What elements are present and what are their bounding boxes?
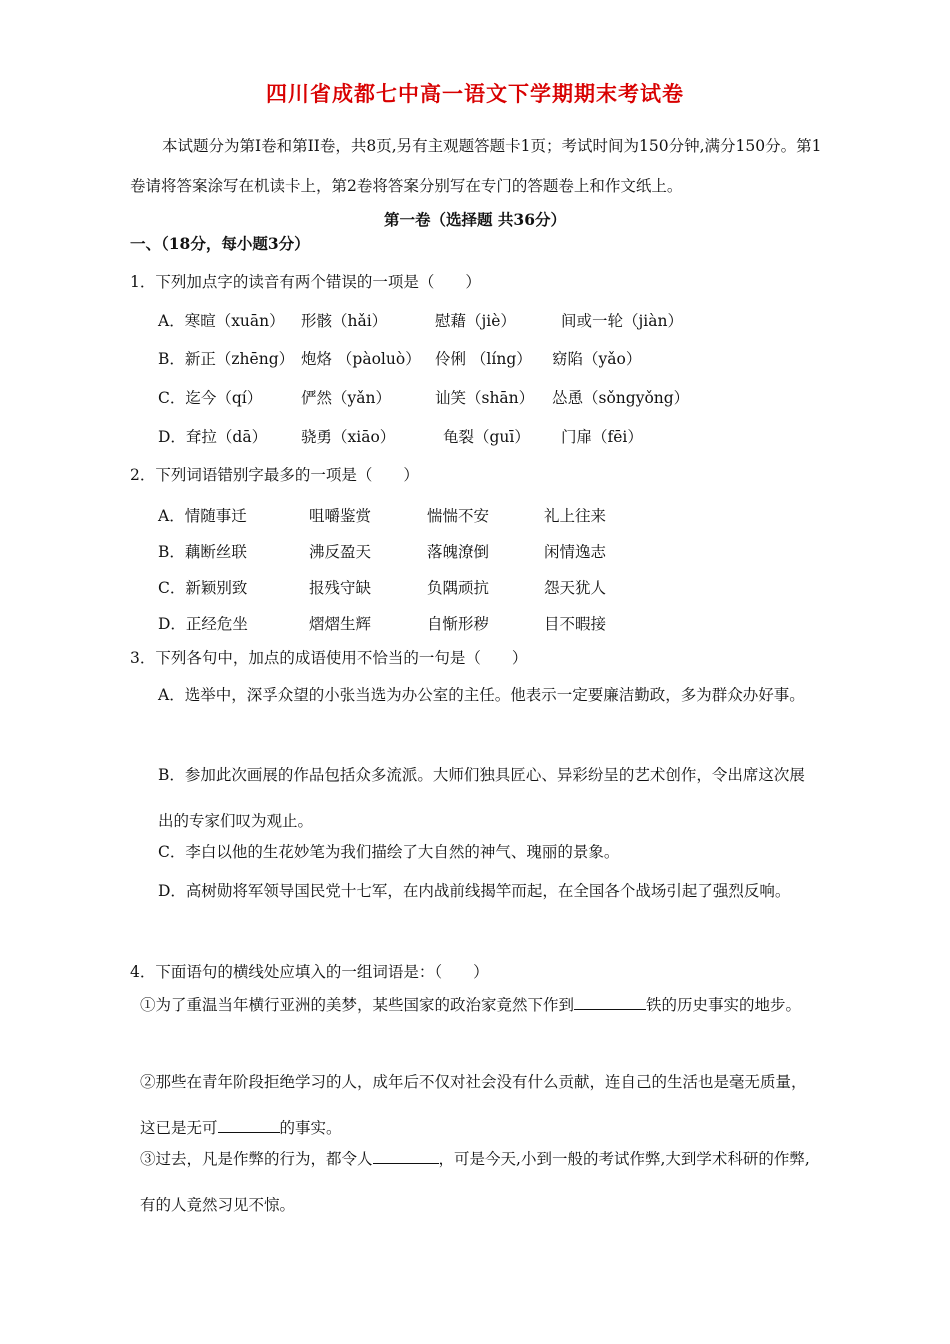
q4-sentence-2-text: ②那些在青年阶段拒绝学习的人，成年后不仅对社会没有什么贡献，连自己的生活也是毫无质量，这已是无可 [140, 1073, 807, 1137]
q3-option-a: A．选举中，深孚众望的小张当选为办公室的主任。他表示一定要廉洁勤政，多为群众办好事。 [158, 686, 805, 704]
q2-option: C．新颖别致 [158, 579, 248, 597]
q2-option: 闲情逸志 [544, 543, 607, 561]
q1-option: 窈陷（yǎo） [552, 350, 642, 368]
answer-blank[interactable] [574, 993, 646, 1010]
q2-option: 沸反盈天 [309, 543, 372, 561]
q1-option: 讪笑（shān） [435, 389, 535, 407]
q4-sentence-2-text: 的事实。 [279, 1119, 342, 1137]
exam-title: 四川省成都七中高一语文下学期期末考试卷 [266, 81, 684, 106]
q1-option: 慰藉（jiè） [435, 312, 516, 330]
q3-stem: 3．下列各句中，加点的成语使用不恰当的一句是（ ） [130, 649, 528, 667]
q1-option: 形骸（hǎi） [301, 312, 388, 330]
q2-option: 报残守缺 [309, 579, 372, 597]
exam-intro: 本试题分为第I卷和第II卷，共8页,另有主观题答题卡1页；考试时间为150分钟,满分150分。第1卷请将答案涂写在机读卡上，第2卷将答案分别写在专门的答题卷上和作文纸上。 [130, 137, 822, 195]
q4-sentence-3-text: ，可是今天,小到一般的考试作弊,大到学术科研的作弊,有的人竟然习见不惊。 [140, 1150, 810, 1214]
q2-option: A．情随事迁 [158, 507, 247, 525]
q4-stem: 4．下面语句的横线处应填入的一组词语是：（ ） [130, 963, 489, 981]
q1-option: 门扉（fēi） [561, 428, 643, 446]
q1-option: A．寒暄（xuān） [158, 312, 285, 330]
q4-sentence-1 [140, 982, 820, 1028]
q2-option: 负隅顽抗 [427, 579, 490, 597]
q2-option: D．正经危坐 [158, 615, 248, 633]
q1-option: 怂恿（sǒngyǒng） [552, 389, 690, 407]
q1-option: C．迄今（qí） [158, 389, 263, 407]
q2-option: 礼上往来 [544, 507, 607, 525]
q3-option-c: C．李白以他的生花妙笔为我们描绘了大自然的神气、瑰丽的景象。 [158, 843, 620, 861]
q3-option-d: D．高树勋将军领导国民党十七军，在内战前线揭竿而起，在全国各个战场引起了强烈反响。 [158, 882, 791, 900]
q3-option-b: B．参加此次画展的作品包括众多流派。大师们独具匠心、异彩纷呈的艺术创作，令出席这次展出的专家们叹为观止。 [158, 766, 805, 830]
q2-option: 目不暇接 [544, 615, 607, 633]
q2-option: B．藕断丝联 [158, 543, 247, 561]
answer-blank[interactable] [373, 1147, 439, 1164]
q2-option: 咀嚼鉴赏 [309, 507, 372, 525]
q1-option: 俨然（yǎn） [301, 389, 391, 407]
part-one-heading: 一、（18分，每小题3分） [130, 234, 310, 253]
q4-sentence-1-text: ①为了重温当年横行亚洲的美梦，某些国家的政治家竟然下作到 [140, 996, 575, 1014]
q2-option: 怨天犹人 [544, 579, 607, 597]
q4-sentence-3-text: ③过去，凡是作弊的行为，都令人 [140, 1150, 373, 1168]
answer-blank[interactable] [218, 1116, 280, 1133]
q2-option: 落魄潦倒 [427, 543, 490, 561]
q1-option: D．耷拉（dā） [158, 428, 268, 446]
q2-option: 熠熠生辉 [309, 615, 372, 633]
q1-option: 伶俐 （líng） [435, 350, 532, 368]
q1-option: 炮烙 （pàoluò） [301, 350, 421, 368]
q4-sentence-1-text: 铁的历史事实的地步。 [646, 996, 802, 1014]
q1-stem: 1．下列加点字的读音有两个错误的一项是（ ） [130, 273, 481, 291]
section-title: 第一卷（选择题 共36分） [384, 210, 566, 229]
q2-option: 自惭形秽 [427, 615, 490, 633]
q2-stem: 2．下列词语错别字最多的一项是（ ） [130, 466, 419, 484]
q2-option: 惴惴不安 [427, 507, 490, 525]
q4-sentence-3 [140, 1136, 820, 1228]
q1-option: 龟裂（guī） [443, 428, 530, 446]
q1-option: 骁勇（xiāo） [301, 428, 396, 446]
q1-option: B．新正（zhēng） [158, 350, 295, 368]
q1-option: 间或一轮（jiàn） [561, 312, 683, 330]
